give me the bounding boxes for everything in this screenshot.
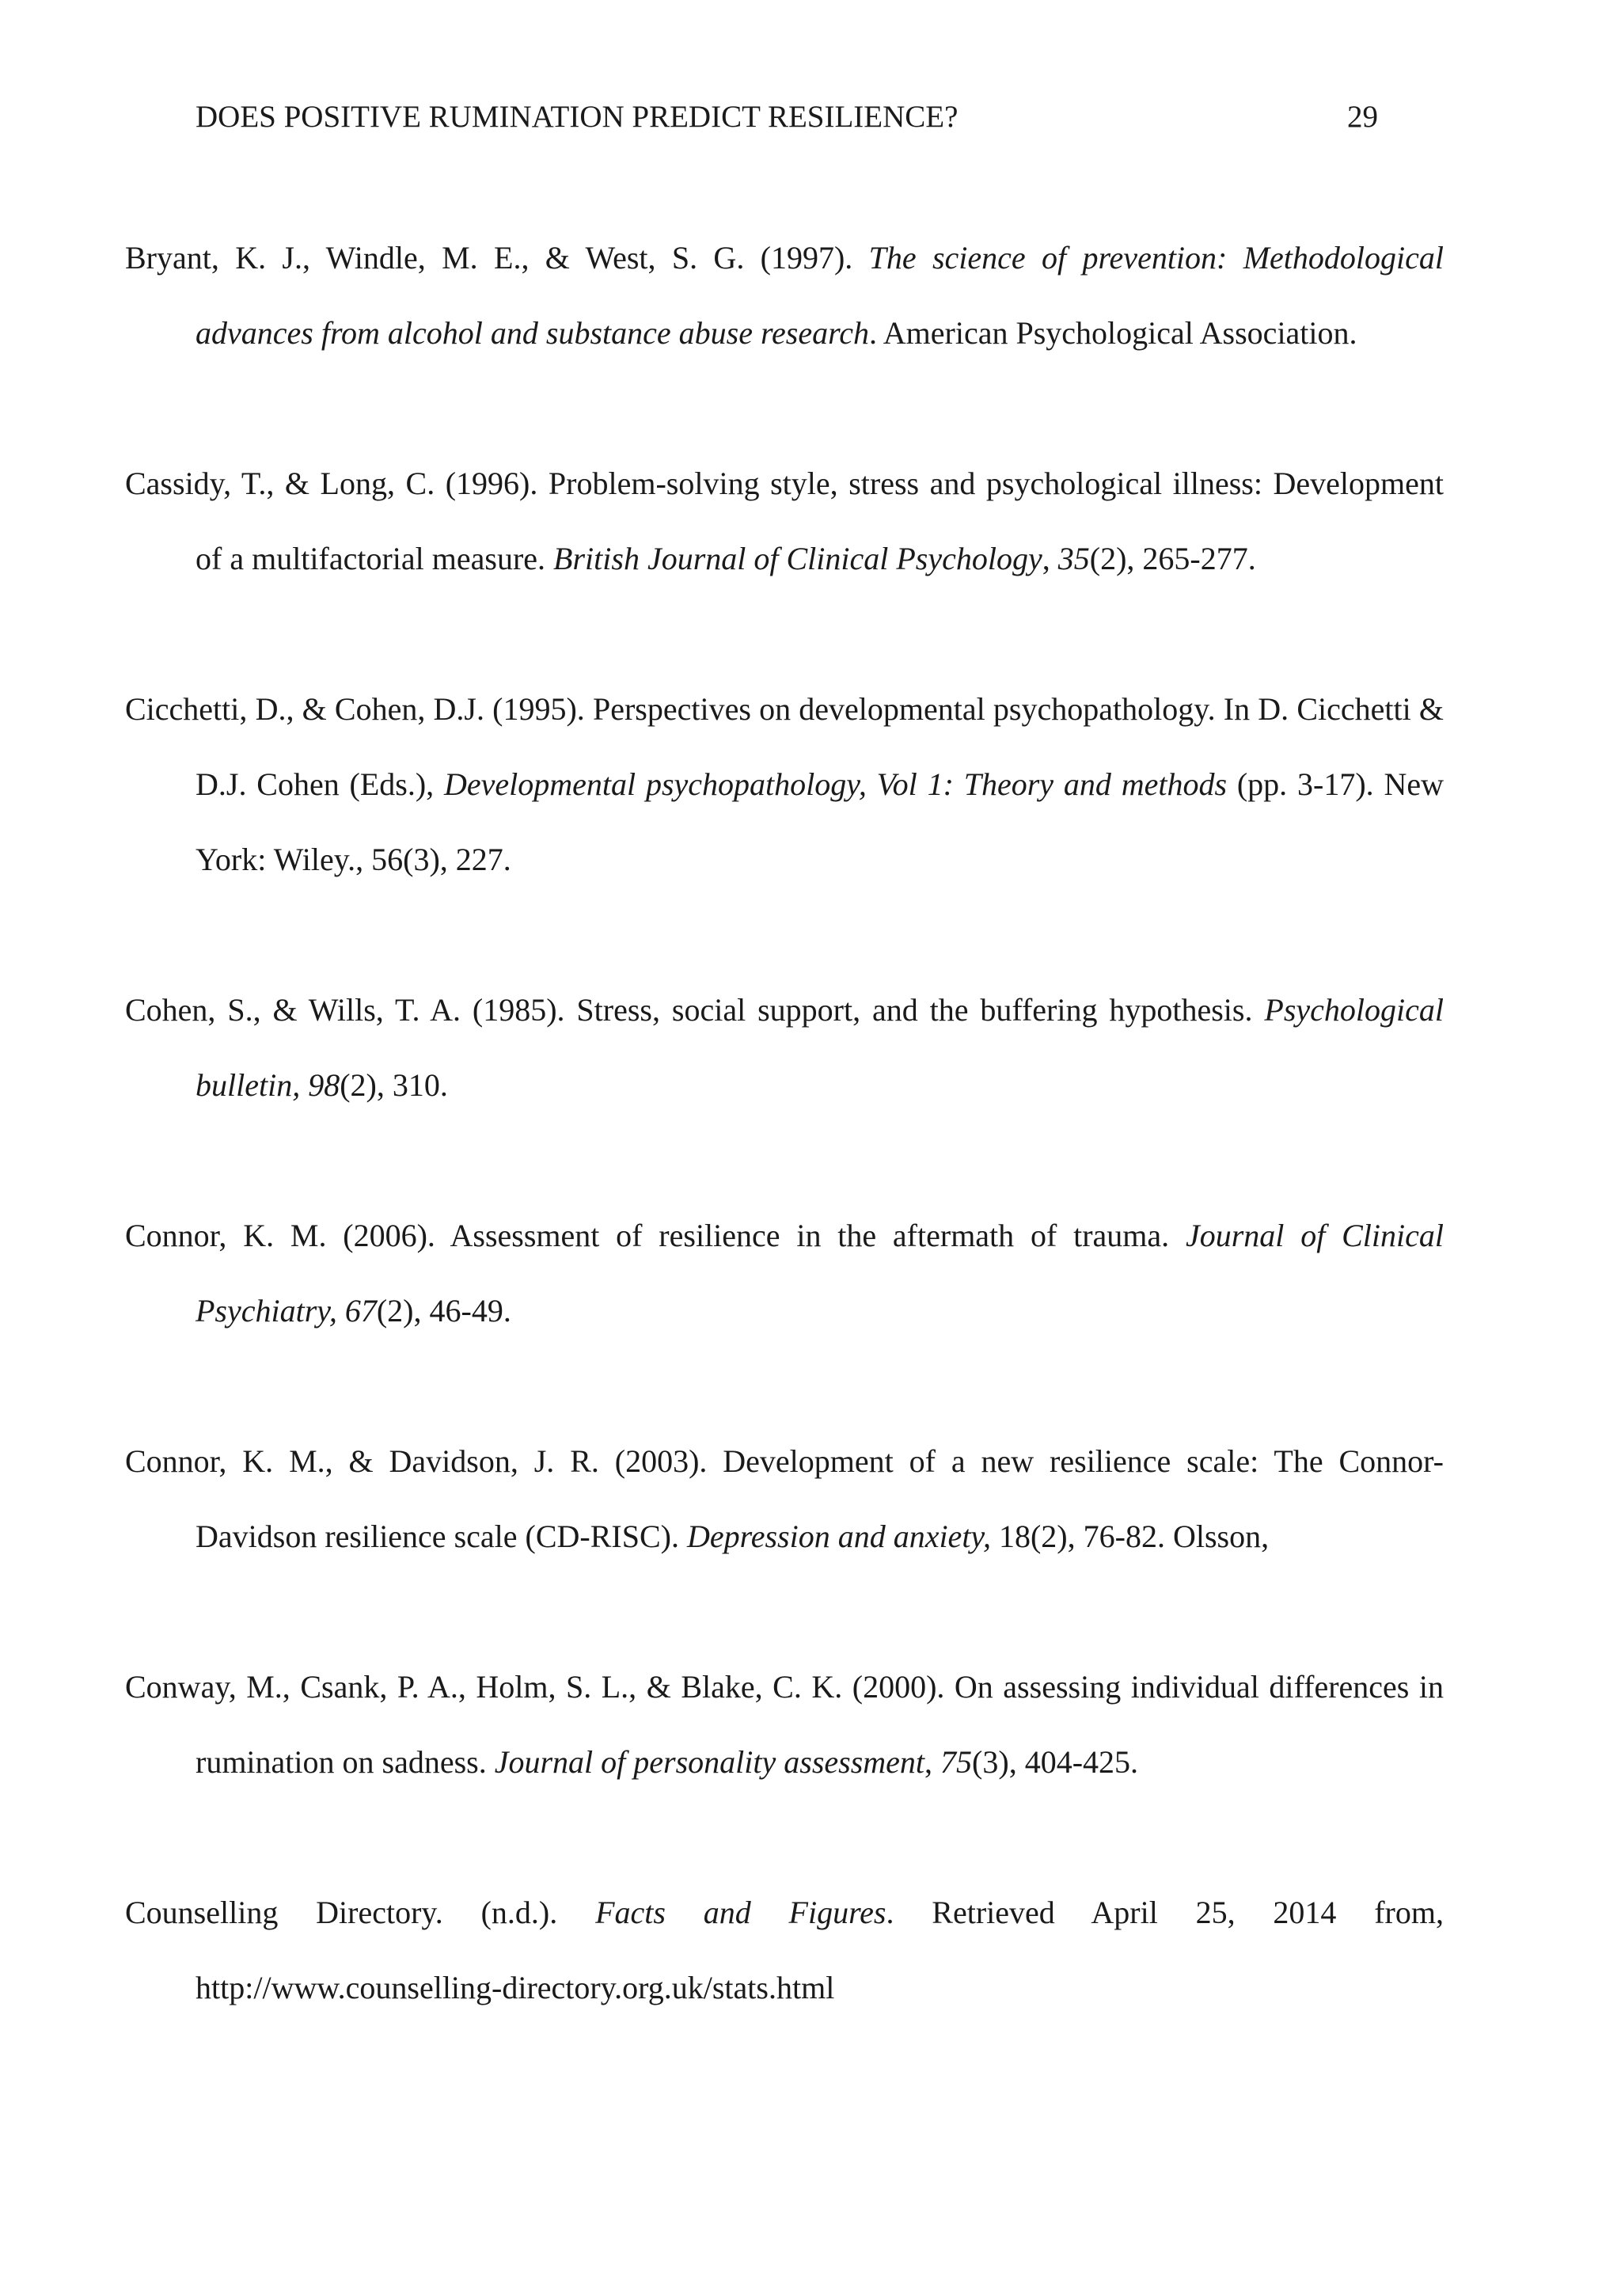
reference-text: Connor, K. M., & Davidson, J. R. (2003). Development of a new resilience scale: The Connor-Davidson resilience scale (CD-RISC).: [125, 1443, 1444, 1554]
reference-text: Cicchetti, D., & Cohen, D.J. (1995). Perspectives on developmental psychopathology. In D. Cicchetti & D.J. Cohen (Eds.),: [125, 691, 1444, 802]
reference-text: (2), 265-277.: [1089, 541, 1256, 576]
page-number: 29: [1347, 100, 1378, 134]
reference-italic: British Journal of Clinical Psychology: [553, 541, 1042, 576]
reference-list: [125, 188, 1444, 2057]
reference-entry: [125, 972, 1444, 1123]
reference-text: 18(2), 76-82. Olsson,: [990, 1519, 1270, 1554]
reference-italic: Journal of personality assessment: [494, 1744, 925, 1780]
reference-text: (2), 310.: [340, 1067, 448, 1103]
reference-italic: Journal of Clinical Psychiatry, 67: [196, 1218, 1444, 1329]
reference-text: (2), 46-49.: [376, 1293, 511, 1329]
reference-text: Conway, M., Csank, P. A., Holm, S. L., & Blake, C. K. (2000). On assessing individual differences in rumination on sadness.: [125, 1669, 1444, 1780]
reference-entry: [125, 1424, 1444, 1574]
reference-text: ,: [924, 1744, 941, 1780]
reference-italic: Developmental psychopathology, Vol 1: Theory and methods: [444, 766, 1228, 802]
reference-entry: [125, 1198, 1444, 1348]
reference-text: Connor, K. M. (2006). Assessment of resilience in the aftermath of trauma.: [125, 1218, 1186, 1253]
reference-text: . Retrieved April 25, 2014 from, http://www.counselling-directory.org.uk/stats.html: [196, 1895, 1444, 2005]
reference-italic: The science of prevention: Methodological advances from alcohol and substance abuse research: [196, 240, 1444, 351]
reference-text: Cohen, S., & Wills, T. A. (1985). Stress, social support, and the buffering hypothesis.: [125, 992, 1265, 1028]
reference-text: . American Psychological Association.: [868, 315, 1357, 351]
reference-italic: Psychological bulletin, 98: [196, 992, 1444, 1103]
reference-entry: [125, 220, 1444, 371]
running-head-title: DOES POSITIVE RUMINATION PREDICT RESILIENCE?: [196, 100, 959, 134]
reference-volume: 35: [1057, 541, 1090, 576]
reference-text: (3), 404-425.: [972, 1744, 1139, 1780]
reference-entry: [125, 671, 1444, 897]
reference-text: (pp. 3-17). New York: Wiley., 56(3), 227.: [196, 766, 1444, 877]
reference-text: ,: [1042, 541, 1058, 576]
reference-entry: [125, 1649, 1444, 1800]
reference-text: Bryant, K. J., Windle, M. E., & West, S. G. (1997).: [125, 240, 869, 276]
reference-text: Cassidy, T., & Long, C. (1996). Problem-solving style, stress and psychological illness: Development of a multifactorial measure.: [125, 466, 1444, 576]
reference-italic: Depression and anxiety,: [686, 1519, 991, 1554]
reference-entry: [125, 446, 1444, 596]
reference-text: Counselling Directory. (n.d.).: [125, 1895, 596, 1930]
reference-italic: Facts and Figures: [595, 1895, 886, 1930]
reference-entry: [125, 1875, 1444, 2025]
reference-volume: 75: [940, 1744, 973, 1780]
